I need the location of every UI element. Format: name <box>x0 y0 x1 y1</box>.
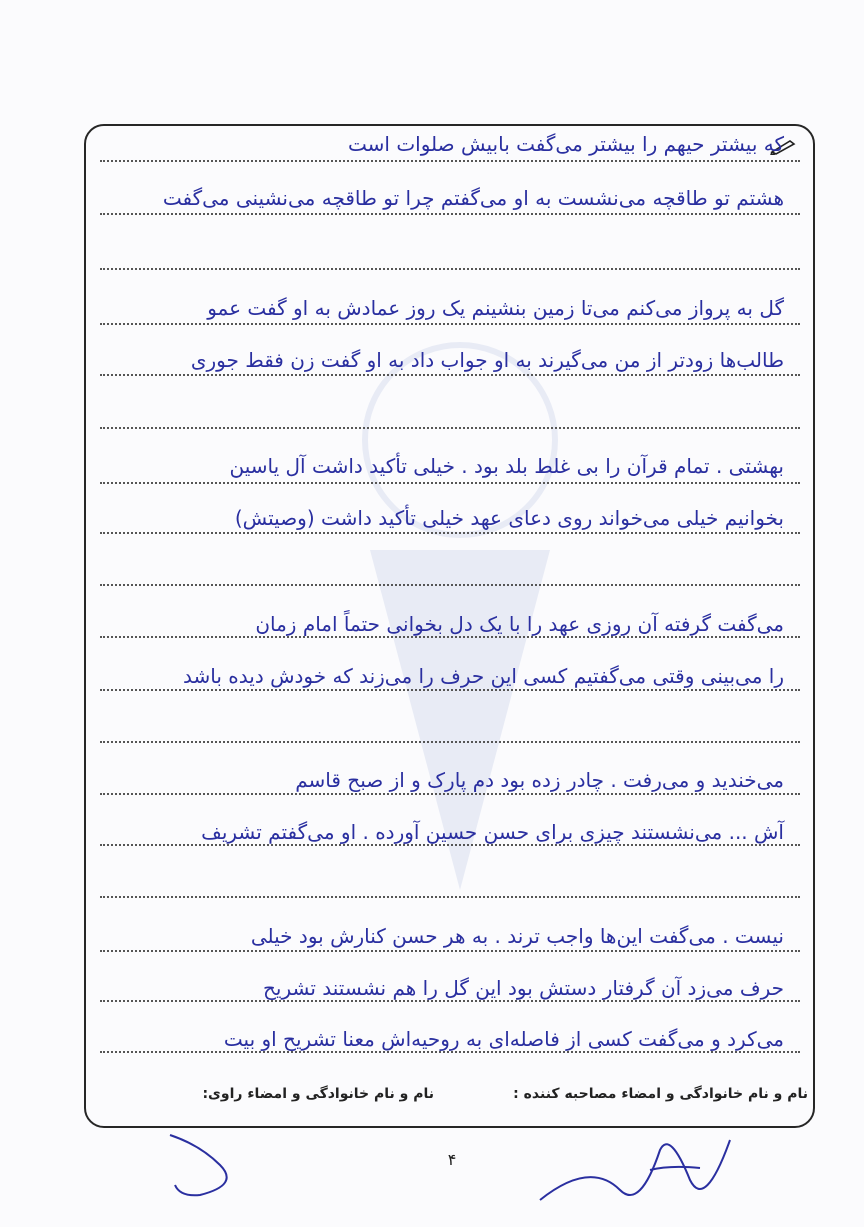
handwritten-line: گل به پرواز می‌کنم می‌تا زمین بنشینم یک روز عمادش به او گفت عمو <box>207 296 784 320</box>
ruled-line <box>100 896 800 898</box>
handwritten-line: می‌گفت گرفته آن روزی عهد را با یک دل بخوانی حتماً امام زمان <box>255 612 784 636</box>
ruled-line <box>100 213 800 215</box>
ruled-line <box>100 636 800 638</box>
interviewer-signature <box>530 1120 750 1220</box>
ruled-line <box>100 268 800 270</box>
handwritten-line: که بیشتر حیهم را بیشتر می‌گفت بابیش صلوات است <box>348 132 784 156</box>
ruled-line <box>100 741 800 743</box>
ruled-line <box>100 374 800 376</box>
handwritten-line: بخوانیم خیلی می‌خواند روی دعای عهد خیلی تأکید داشت (وصیتش) <box>234 506 784 530</box>
handwritten-line: می‌خندید و می‌رفت . چادر زده بود دم پارک و از صبح قاسم <box>295 768 784 792</box>
ruled-line <box>100 532 800 534</box>
ruled-line <box>100 689 800 691</box>
page-number: ۴ <box>447 1150 457 1169</box>
narrator-signature-label: نام و نام خانوادگی و امضاء راوی: <box>202 1086 434 1102</box>
ruled-line <box>100 427 800 429</box>
ruled-line <box>100 950 800 952</box>
ruled-line <box>100 584 800 586</box>
ruled-line <box>100 844 800 846</box>
handwritten-line: هشتم تو طاقچه می‌نشست به او می‌گفتم چرا تو طاقچه می‌نشینی می‌گفت <box>162 186 784 210</box>
handwritten-line: حرف می‌زد آن گرفتار دستش بود این گل را هم نشستند تشریح <box>263 976 784 1000</box>
handwritten-line: می‌کرد و می‌گفت کسی از فاصله‌ای به روحیه‌اش معنا تشریح او بیت <box>223 1027 784 1051</box>
narrator-signature <box>160 1125 280 1205</box>
ruled-line <box>100 793 800 795</box>
ruled-line <box>100 1051 800 1053</box>
handwritten-line: طالب‌ها زودتر از من می‌گیرند به او جواب داد به او گفت زن فقط جوری <box>190 348 784 372</box>
ruled-line <box>100 1000 800 1002</box>
handwritten-line: را می‌بینی وقتی می‌گفتیم کسی این حرف را می‌زند که خودش دیده باشد <box>183 664 784 688</box>
handwritten-line: آش ... می‌نشستند چیزی برای حسن حسین آورده . او می‌گفتم تشریف <box>201 820 784 844</box>
ruled-line <box>100 160 800 162</box>
handwritten-line: بهشتی . تمام قرآن را بی غلط بلد بود . خیلی تأکید داشت آل یاسین <box>229 454 784 478</box>
ruled-line <box>100 323 800 325</box>
interviewer-signature-label: نام و نام خانوادگی و امضاء مصاحبه کننده : <box>513 1086 808 1102</box>
ruled-line <box>100 482 800 484</box>
handwritten-line: نیست . می‌گفت این‌ها واجب ترند . به هر حسن کنارش بود خیلی <box>250 924 784 948</box>
